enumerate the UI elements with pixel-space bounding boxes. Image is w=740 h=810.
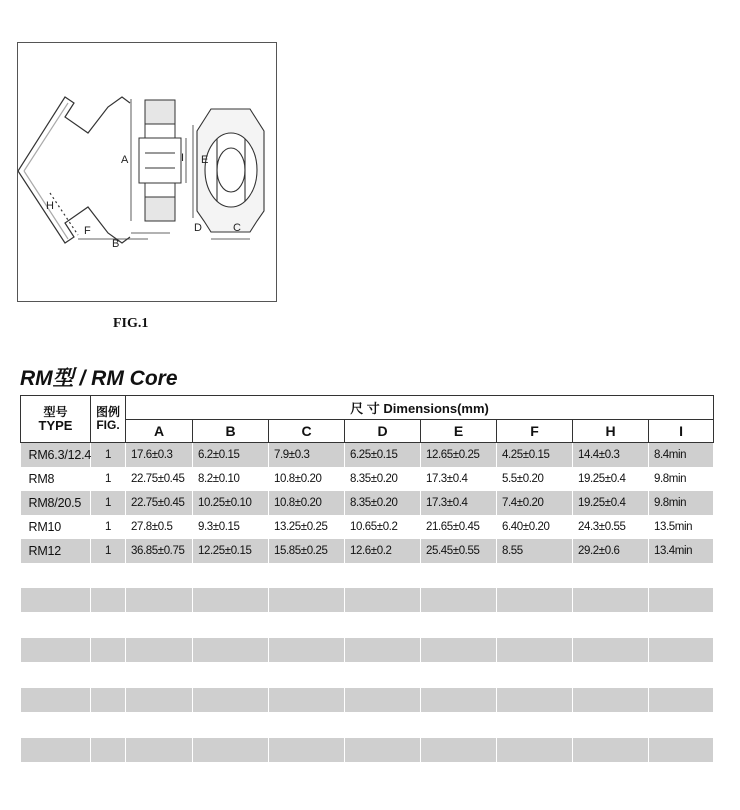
dim-label-c: C	[233, 222, 241, 234]
spacer-row	[21, 713, 714, 738]
fig-header	[91, 396, 126, 443]
fig-cell: 1	[91, 491, 126, 515]
dimensions-header: 尺 寸 Dimensions(mm)	[126, 396, 714, 420]
core-drawing	[18, 43, 278, 303]
value-cell: 17.6±0.3	[126, 443, 193, 468]
empty-row	[21, 738, 714, 763]
value-cell: 8.2±0.10	[193, 467, 269, 491]
type-cell: RM8	[21, 467, 91, 491]
value-cell: 5.5±0.20	[497, 467, 573, 491]
fig-header-en: FIG.	[96, 418, 120, 432]
dim-label-a: A	[121, 154, 129, 166]
column-header: I	[649, 420, 714, 443]
dim-label-e: E	[201, 154, 209, 166]
value-cell: 6.2±0.15	[193, 443, 269, 468]
value-cell: 8.55	[497, 539, 573, 563]
spacer-row	[21, 613, 714, 638]
empty-row	[21, 588, 714, 613]
value-cell: 22.75±0.45	[126, 467, 193, 491]
column-header: D	[345, 420, 421, 443]
value-cell: 19.25±0.4	[573, 467, 649, 491]
fig-cell: 1	[91, 539, 126, 563]
value-cell: 4.25±0.15	[497, 443, 573, 468]
value-cell: 10.25±0.10	[193, 491, 269, 515]
column-header: B	[193, 420, 269, 443]
value-cell: 8.35±0.20	[345, 491, 421, 515]
type-cell: RM12	[21, 539, 91, 563]
value-cell: 13.25±0.25	[269, 515, 345, 539]
table-row	[21, 443, 714, 468]
empty-row	[21, 638, 714, 663]
value-cell: 9.8min	[649, 491, 714, 515]
value-cell: 6.25±0.15	[345, 443, 421, 468]
dim-label-d: D	[194, 222, 202, 234]
core-diagram	[17, 42, 277, 302]
value-cell: 17.3±0.4	[421, 491, 497, 515]
column-header: H	[573, 420, 649, 443]
column-header: E	[421, 420, 497, 443]
value-cell: 22.75±0.45	[126, 491, 193, 515]
fig-cell: 1	[91, 467, 126, 491]
fig-cell: 1	[91, 515, 126, 539]
value-cell: 9.3±0.15	[193, 515, 269, 539]
column-header: F	[497, 420, 573, 443]
dimensions-table	[20, 395, 714, 763]
value-cell: 29.2±0.6	[573, 539, 649, 563]
type-header-en: TYPE	[38, 417, 73, 433]
value-cell: 17.3±0.4	[421, 467, 497, 491]
table-row	[21, 515, 714, 539]
dim-label-b: B	[112, 238, 120, 250]
spacer-row	[21, 563, 714, 588]
empty-row	[21, 688, 714, 713]
column-header: C	[269, 420, 345, 443]
value-cell: 9.8min	[649, 467, 714, 491]
type-header-cn: 型号	[43, 404, 68, 419]
type-cell: RM8/20.5	[21, 491, 91, 515]
value-cell: 10.8±0.20	[269, 491, 345, 515]
value-cell: 21.65±0.45	[421, 515, 497, 539]
value-cell: 36.85±0.75	[126, 539, 193, 563]
value-cell: 14.4±0.3	[573, 443, 649, 468]
fig-header-cn: 图例	[95, 405, 120, 419]
value-cell: 13.5min	[649, 515, 714, 539]
value-cell: 6.40±0.20	[497, 515, 573, 539]
type-cell: RM10	[21, 515, 91, 539]
table-row	[21, 539, 714, 563]
value-cell: 19.25±0.4	[573, 491, 649, 515]
value-cell: 12.25±0.15	[193, 539, 269, 563]
figure-caption: FIG.1	[113, 316, 149, 331]
value-cell: 10.8±0.20	[269, 467, 345, 491]
type-cell: RM6.3/12.4	[21, 443, 91, 468]
value-cell: 8.4min	[649, 443, 714, 468]
dim-label-f: F	[84, 225, 91, 237]
value-cell: 13.4min	[649, 539, 714, 563]
value-cell: 12.65±0.25	[421, 443, 497, 468]
value-cell: 24.3±0.55	[573, 515, 649, 539]
section-title: RM型 / RM Core	[20, 367, 178, 390]
fig-cell: 1	[91, 443, 126, 468]
value-cell: 7.9±0.3	[269, 443, 345, 468]
table-row	[21, 491, 714, 515]
table-row	[21, 467, 714, 491]
column-header: A	[126, 420, 193, 443]
value-cell: 15.85±0.25	[269, 539, 345, 563]
spacer-row	[21, 663, 714, 688]
dim-label-i: I	[181, 152, 185, 164]
type-header	[21, 396, 91, 443]
value-cell: 7.4±0.20	[497, 491, 573, 515]
value-cell: 10.65±0.2	[345, 515, 421, 539]
value-cell: 27.8±0.5	[126, 515, 193, 539]
value-cell: 25.45±0.55	[421, 539, 497, 563]
value-cell: 12.6±0.2	[345, 539, 421, 563]
value-cell: 8.35±0.20	[345, 467, 421, 491]
dim-label-h: H	[46, 200, 54, 212]
